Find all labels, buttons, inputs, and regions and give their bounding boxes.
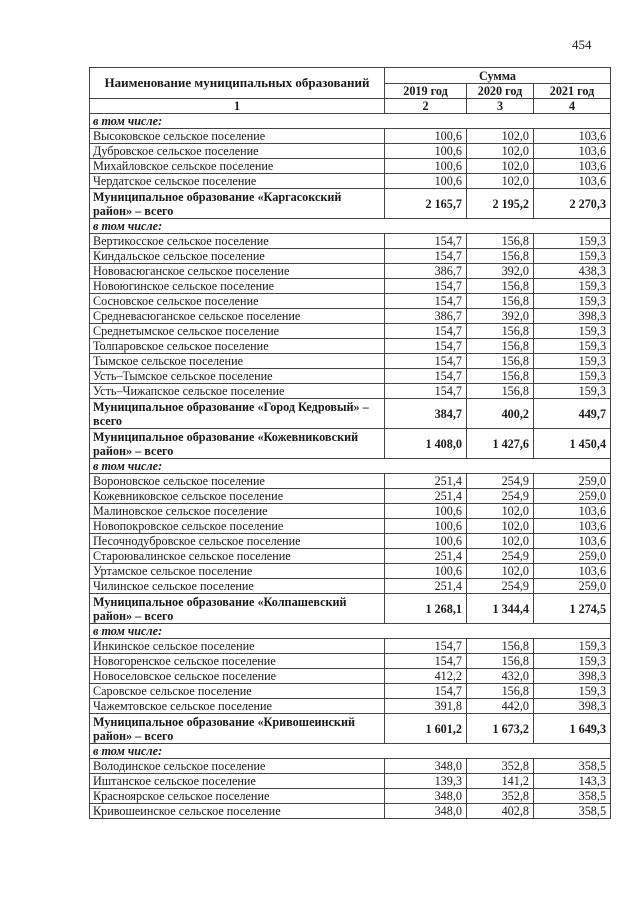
amount-2019: 100,6 bbox=[385, 504, 467, 519]
amount-2021: 103,6 bbox=[534, 504, 611, 519]
amount-2020: 156,8 bbox=[467, 234, 534, 249]
amount-2021: 103,6 bbox=[534, 144, 611, 159]
sum-header: Сумма bbox=[385, 68, 611, 84]
amount-2020: 254,9 bbox=[467, 579, 534, 594]
amount-2021: 103,6 bbox=[534, 519, 611, 534]
amount-2021: 103,6 bbox=[534, 174, 611, 189]
municipality-name: Новоюгинское сельское поселение bbox=[90, 279, 385, 294]
amount-2019: 251,4 bbox=[385, 489, 467, 504]
table-row bbox=[90, 534, 611, 549]
table-row bbox=[90, 654, 611, 669]
municipality-name: Уртамское сельское поселение bbox=[90, 564, 385, 579]
municipality-name: Новопокровское сельское поселение bbox=[90, 519, 385, 534]
amount-2021: 159,3 bbox=[534, 654, 611, 669]
column-number: 2 bbox=[385, 99, 467, 114]
table-row bbox=[90, 384, 611, 399]
amount-2020: 402,8 bbox=[467, 804, 534, 819]
amount-2019: 154,7 bbox=[385, 654, 467, 669]
municipality-name: Чердатское сельское поселение bbox=[90, 174, 385, 189]
amount-2020: 156,8 bbox=[467, 639, 534, 654]
amount-2020: 400,2 bbox=[467, 399, 534, 429]
amount-2021: 159,3 bbox=[534, 369, 611, 384]
municipality-name: Малиновское сельское поселение bbox=[90, 504, 385, 519]
municipality-name: Кривошеинское сельское поселение bbox=[90, 804, 385, 819]
table-row bbox=[90, 309, 611, 324]
table-row bbox=[90, 129, 611, 144]
amount-2020: 1 427,6 bbox=[467, 429, 534, 459]
page-number: 454 bbox=[572, 37, 592, 52]
amount-2020: 156,8 bbox=[467, 249, 534, 264]
table-row bbox=[90, 519, 611, 534]
table-row bbox=[90, 159, 611, 174]
amount-2020: 102,0 bbox=[467, 174, 534, 189]
table-row bbox=[90, 294, 611, 309]
table-row bbox=[90, 489, 611, 504]
amount-2019: 154,7 bbox=[385, 339, 467, 354]
amount-2020: 352,8 bbox=[467, 789, 534, 804]
amount-2021: 1 649,3 bbox=[534, 714, 611, 744]
amount-2019: 154,7 bbox=[385, 384, 467, 399]
amount-2020: 102,0 bbox=[467, 534, 534, 549]
amount-2019: 154,7 bbox=[385, 354, 467, 369]
amount-2021: 159,3 bbox=[534, 384, 611, 399]
municipality-name: Красноярское сельское поселение bbox=[90, 789, 385, 804]
municipality-name: Нововасюганское сельское поселение bbox=[90, 264, 385, 279]
amount-2020: 102,0 bbox=[467, 519, 534, 534]
amount-2020: 156,8 bbox=[467, 684, 534, 699]
amount-2019: 386,7 bbox=[385, 264, 467, 279]
table-row bbox=[90, 279, 611, 294]
amount-2020: 102,0 bbox=[467, 144, 534, 159]
amount-2020: 102,0 bbox=[467, 564, 534, 579]
table-row bbox=[90, 669, 611, 684]
amount-2021: 103,6 bbox=[534, 564, 611, 579]
amount-2019: 100,6 bbox=[385, 174, 467, 189]
amount-2019: 154,7 bbox=[385, 684, 467, 699]
municipality-name: Володинское сельское поселение bbox=[90, 759, 385, 774]
amount-2020: 102,0 bbox=[467, 504, 534, 519]
amount-2020: 156,8 bbox=[467, 369, 534, 384]
municipality-name: Иштанское сельское поселение bbox=[90, 774, 385, 789]
amount-2019: 1 268,1 bbox=[385, 594, 467, 624]
amount-2020: 102,0 bbox=[467, 129, 534, 144]
amount-2020: 141,2 bbox=[467, 774, 534, 789]
amount-2021: 438,3 bbox=[534, 264, 611, 279]
municipality-name: Чилинское сельское поселение bbox=[90, 579, 385, 594]
amount-2021: 1 450,4 bbox=[534, 429, 611, 459]
amount-2021: 159,3 bbox=[534, 234, 611, 249]
amount-2021: 159,3 bbox=[534, 639, 611, 654]
municipality-name: Новоселовское сельское поселение bbox=[90, 669, 385, 684]
municipality-name: Михайловское сельское поселение bbox=[90, 159, 385, 174]
amount-2019: 1 601,2 bbox=[385, 714, 467, 744]
municipality-name: Муниципальное образование «Кожевниковский район» – всего bbox=[90, 429, 385, 459]
amount-2019: 348,0 bbox=[385, 789, 467, 804]
amount-2020: 156,8 bbox=[467, 339, 534, 354]
total-row bbox=[90, 399, 611, 429]
name-column-header: Наименование муниципальных образований bbox=[90, 68, 385, 99]
amount-2021: 159,3 bbox=[534, 279, 611, 294]
amount-2020: 432,0 bbox=[467, 669, 534, 684]
subheading-label: в том числе: bbox=[90, 744, 611, 759]
municipality-name: Кожевниковское сельское поселение bbox=[90, 489, 385, 504]
table-row bbox=[90, 804, 611, 819]
municipality-name: Толпаровское сельское поселение bbox=[90, 339, 385, 354]
table-row bbox=[90, 639, 611, 654]
amount-2021: 358,5 bbox=[534, 804, 611, 819]
table-row bbox=[90, 759, 611, 774]
amount-2021: 449,7 bbox=[534, 399, 611, 429]
amount-2020: 1 673,2 bbox=[467, 714, 534, 744]
amount-2020: 392,0 bbox=[467, 264, 534, 279]
amount-2019: 348,0 bbox=[385, 804, 467, 819]
subheading-label: в том числе: bbox=[90, 624, 611, 639]
amount-2020: 1 344,4 bbox=[467, 594, 534, 624]
municipality-name: Муниципальное образование «Город Кедровый» – всего bbox=[90, 399, 385, 429]
amount-2019: 1 408,0 bbox=[385, 429, 467, 459]
municipality-name: Инкинское сельское поселение bbox=[90, 639, 385, 654]
amount-2019: 348,0 bbox=[385, 759, 467, 774]
amount-2019: 100,6 bbox=[385, 144, 467, 159]
municipality-name: Староювалинское сельское поселение bbox=[90, 549, 385, 564]
amount-2021: 398,3 bbox=[534, 669, 611, 684]
amount-2020: 392,0 bbox=[467, 309, 534, 324]
amount-2021: 159,3 bbox=[534, 249, 611, 264]
amount-2021: 358,5 bbox=[534, 789, 611, 804]
amount-2019: 100,6 bbox=[385, 129, 467, 144]
amount-2019: 251,4 bbox=[385, 579, 467, 594]
municipality-name: Сосновское сельское поселение bbox=[90, 294, 385, 309]
amount-2021: 259,0 bbox=[534, 579, 611, 594]
amount-2021: 103,6 bbox=[534, 129, 611, 144]
column-number: 4 bbox=[534, 99, 611, 114]
municipality-name: Вертикосское сельское поселение bbox=[90, 234, 385, 249]
municipality-name: Вороновское сельское поселение bbox=[90, 474, 385, 489]
total-row bbox=[90, 594, 611, 624]
table-row bbox=[90, 684, 611, 699]
amount-2019: 412,2 bbox=[385, 669, 467, 684]
amount-2019: 100,6 bbox=[385, 534, 467, 549]
table-row bbox=[90, 264, 611, 279]
column-number: 1 bbox=[90, 99, 385, 114]
municipality-name: Усть–Чижапское сельское поселение bbox=[90, 384, 385, 399]
amount-2021: 259,0 bbox=[534, 549, 611, 564]
column-number: 3 bbox=[467, 99, 534, 114]
table-row bbox=[90, 549, 611, 564]
table-row bbox=[90, 504, 611, 519]
amount-2019: 251,4 bbox=[385, 549, 467, 564]
amount-2021: 2 270,3 bbox=[534, 189, 611, 219]
amount-2021: 159,3 bbox=[534, 324, 611, 339]
amount-2020: 254,9 bbox=[467, 489, 534, 504]
amount-2019: 384,7 bbox=[385, 399, 467, 429]
table-row bbox=[90, 174, 611, 189]
table-row bbox=[90, 339, 611, 354]
amount-2021: 103,6 bbox=[534, 534, 611, 549]
total-row bbox=[90, 429, 611, 459]
amount-2019: 100,6 bbox=[385, 519, 467, 534]
amount-2019: 154,7 bbox=[385, 249, 467, 264]
amount-2020: 156,8 bbox=[467, 384, 534, 399]
subheading-row bbox=[90, 219, 611, 234]
municipality-name: Дубровское сельское поселение bbox=[90, 144, 385, 159]
municipality-name: Тымское сельское поселение bbox=[90, 354, 385, 369]
municipality-name: Чажемтовское сельское поселение bbox=[90, 699, 385, 714]
amount-2021: 103,6 bbox=[534, 159, 611, 174]
amount-2020: 254,9 bbox=[467, 474, 534, 489]
amount-2021: 358,5 bbox=[534, 759, 611, 774]
subheading-label: в том числе: bbox=[90, 219, 611, 234]
amount-2020: 352,8 bbox=[467, 759, 534, 774]
amount-2021: 159,3 bbox=[534, 354, 611, 369]
table-row bbox=[90, 234, 611, 249]
amount-2019: 154,7 bbox=[385, 324, 467, 339]
amount-2021: 159,3 bbox=[534, 684, 611, 699]
table-row bbox=[90, 144, 611, 159]
table-row bbox=[90, 789, 611, 804]
table-row bbox=[90, 369, 611, 384]
amount-2019: 251,4 bbox=[385, 474, 467, 489]
total-row bbox=[90, 189, 611, 219]
budget-table bbox=[89, 67, 611, 819]
total-row bbox=[90, 714, 611, 744]
amount-2021: 398,3 bbox=[534, 309, 611, 324]
year-header-2019: 2019 год bbox=[385, 84, 467, 99]
table-row bbox=[90, 579, 611, 594]
subheading-row bbox=[90, 459, 611, 474]
table-row bbox=[90, 324, 611, 339]
amount-2020: 156,8 bbox=[467, 324, 534, 339]
amount-2020: 442,0 bbox=[467, 699, 534, 714]
amount-2021: 259,0 bbox=[534, 474, 611, 489]
municipality-name: Среднетымское сельское поселение bbox=[90, 324, 385, 339]
amount-2020: 102,0 bbox=[467, 159, 534, 174]
amount-2021: 259,0 bbox=[534, 489, 611, 504]
table-row bbox=[90, 249, 611, 264]
municipality-name: Киндальское сельское поселение bbox=[90, 249, 385, 264]
amount-2019: 139,3 bbox=[385, 774, 467, 789]
amount-2020: 2 195,2 bbox=[467, 189, 534, 219]
amount-2019: 154,7 bbox=[385, 639, 467, 654]
amount-2020: 156,8 bbox=[467, 354, 534, 369]
municipality-name: Саровское сельское поселение bbox=[90, 684, 385, 699]
amount-2021: 398,3 bbox=[534, 699, 611, 714]
amount-2019: 100,6 bbox=[385, 564, 467, 579]
subheading-row bbox=[90, 624, 611, 639]
amount-2019: 100,6 bbox=[385, 159, 467, 174]
municipality-name: Муниципальное образование «Кривошеинский район» – всего bbox=[90, 714, 385, 744]
amount-2021: 1 274,5 bbox=[534, 594, 611, 624]
amount-2021: 159,3 bbox=[534, 339, 611, 354]
year-header-2021: 2021 год bbox=[534, 84, 611, 99]
table-row bbox=[90, 564, 611, 579]
municipality-name: Новогоренское сельское поселение bbox=[90, 654, 385, 669]
year-header-2020: 2020 год bbox=[467, 84, 534, 99]
subheading-label: в том числе: bbox=[90, 114, 611, 129]
table-row bbox=[90, 354, 611, 369]
amount-2020: 156,8 bbox=[467, 279, 534, 294]
amount-2019: 2 165,7 bbox=[385, 189, 467, 219]
amount-2019: 386,7 bbox=[385, 309, 467, 324]
municipality-name: Песочнодубровское сельское поселение bbox=[90, 534, 385, 549]
amount-2019: 154,7 bbox=[385, 369, 467, 384]
amount-2019: 154,7 bbox=[385, 234, 467, 249]
municipality-name: Высоковское сельское поселение bbox=[90, 129, 385, 144]
table-row bbox=[90, 699, 611, 714]
amount-2019: 154,7 bbox=[385, 279, 467, 294]
amount-2019: 391,8 bbox=[385, 699, 467, 714]
subheading-label: в том числе: bbox=[90, 459, 611, 474]
amount-2021: 143,3 bbox=[534, 774, 611, 789]
amount-2021: 159,3 bbox=[534, 294, 611, 309]
amount-2020: 156,8 bbox=[467, 294, 534, 309]
table-body bbox=[90, 114, 611, 819]
amount-2020: 254,9 bbox=[467, 549, 534, 564]
amount-2019: 154,7 bbox=[385, 294, 467, 309]
amount-2020: 156,8 bbox=[467, 654, 534, 669]
table-row bbox=[90, 474, 611, 489]
table-row bbox=[90, 774, 611, 789]
municipality-name: Муниципальное образование «Каргасокский район» – всего bbox=[90, 189, 385, 219]
municipality-name: Усть–Тымское сельское поселение bbox=[90, 369, 385, 384]
municipality-name: Муниципальное образование «Колпашевский район» – всего bbox=[90, 594, 385, 624]
subheading-row bbox=[90, 114, 611, 129]
municipality-name: Средневасюганское сельское поселение bbox=[90, 309, 385, 324]
subheading-row bbox=[90, 744, 611, 759]
